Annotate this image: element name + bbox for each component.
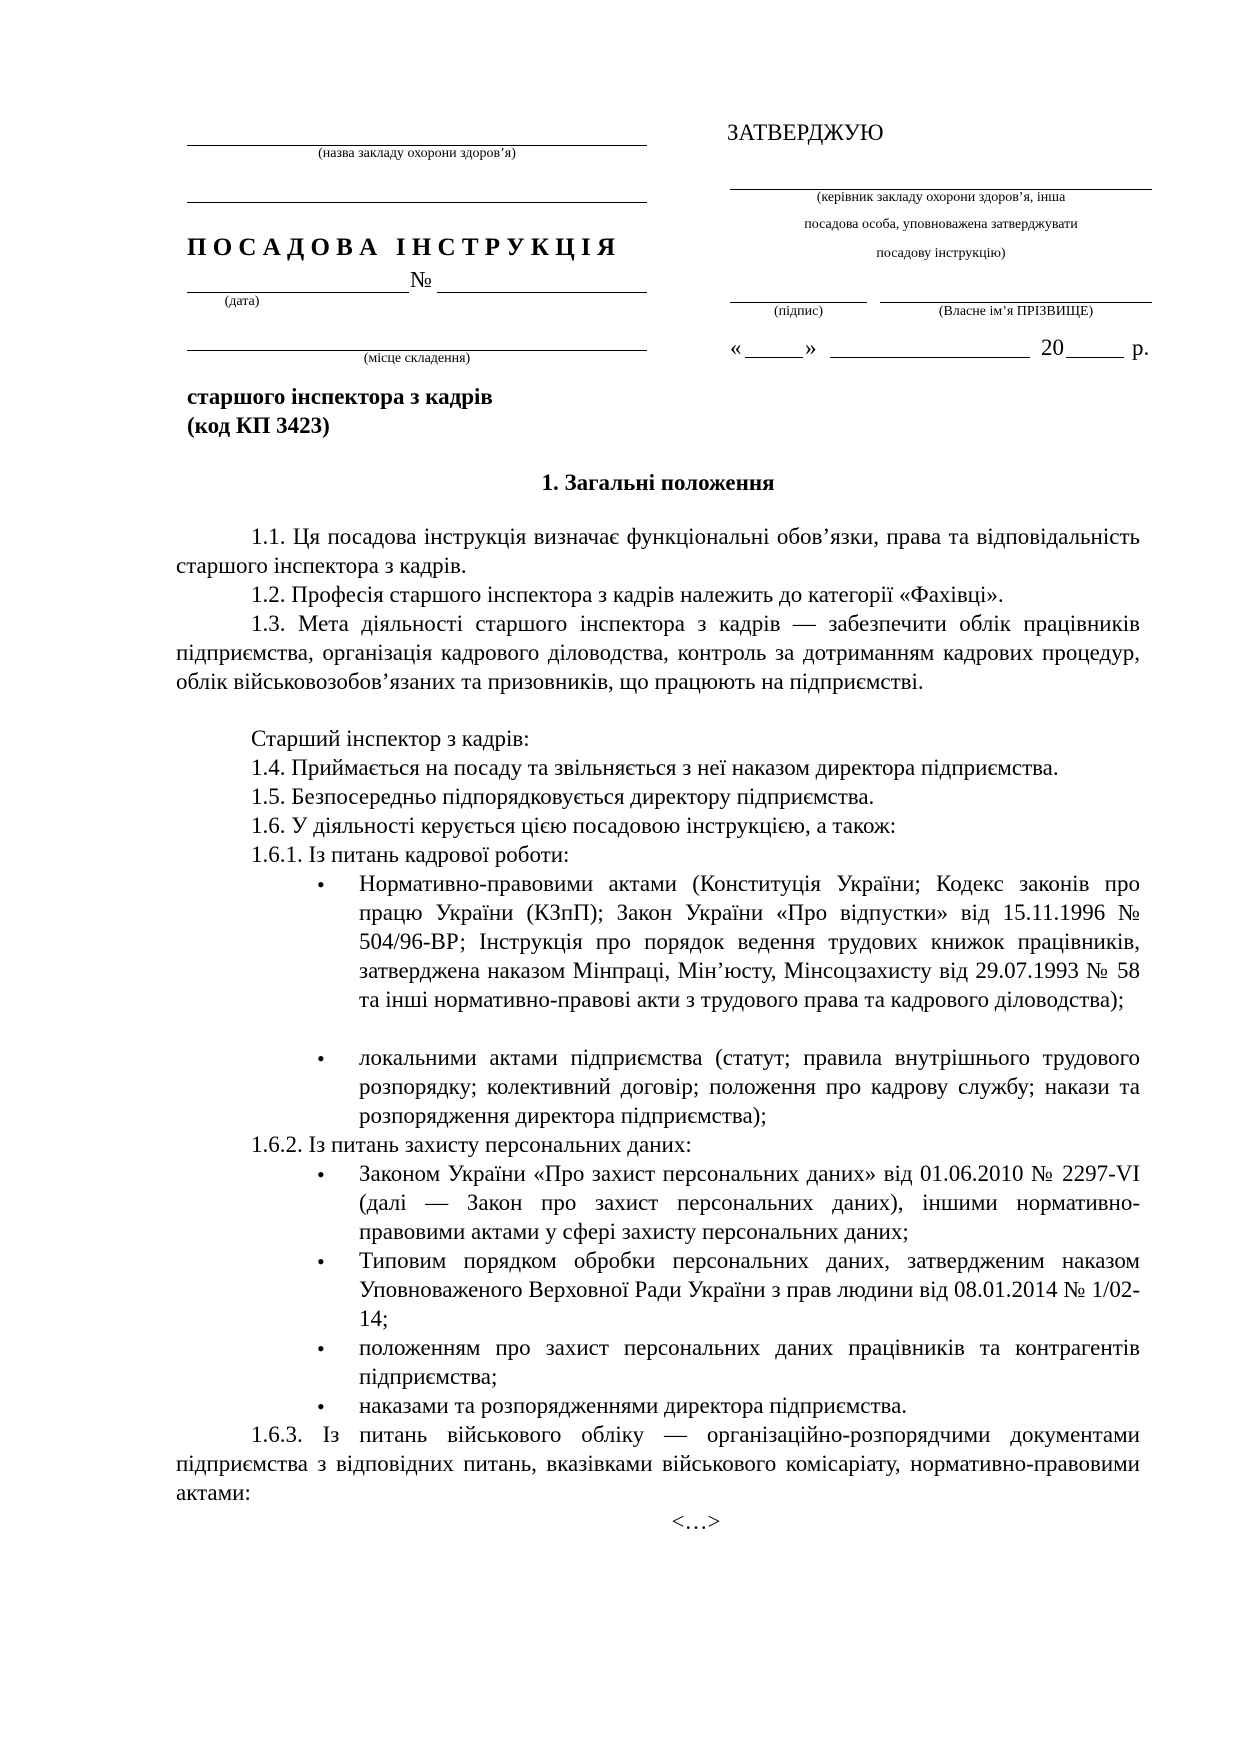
paragraph-1-5: 1.5. Безпосередньо підпорядковується директору підприємства. — [251, 784, 875, 809]
date-caption: (дата) — [224, 294, 260, 309]
signature-caption: (підпис) — [773, 304, 824, 319]
day-line — [745, 357, 803, 358]
paragraph-1-6-2: 1.6.2. Із питань захисту персональних даних: — [251, 1132, 692, 1157]
ellipsis-marker: <…> — [671, 1509, 721, 1534]
head-caption-1: (керівник закладу охорони здоров’я, інша — [816, 190, 1066, 205]
bullet-glyph: • — [317, 1046, 325, 1071]
list-item: Типовим порядком обробки персональних даних, затвердженим наказом Уповноваженого Верховної Ради України з прав людини від 08.01.2014 № 1/02-14; — [359, 1248, 1140, 1331]
intro-line: Старший інспектор з кадрів: — [251, 726, 530, 751]
paragraph-1-6-3: 1.6.3. Із питань військового обліку — організаційно-розпорядчими документами підприємства з відповідних питань, вказівками військового комісаріату, нормативно-правовими актами: — [176, 1422, 1140, 1505]
list-item: положенням про захист персональних даних працівників та контрагентів підприємства; — [359, 1335, 1140, 1389]
paragraph-1-2: 1.2. Професія старшого інспектора з кадрів належить до категорії «Фахівці». — [251, 582, 1004, 607]
paragraph-1-4: 1.4. Приймається на посаду та звільняється з неї наказом директора підприємства. — [251, 755, 1059, 780]
paragraph-1-1: 1.1. Ця посадова інструкція визначає функціональні обов’язки, права та відповідальність старшого інспектора з кадрів. — [176, 524, 1140, 578]
number-line — [437, 292, 647, 293]
bullet-glyph: • — [317, 1249, 325, 1274]
head-caption-3: посадову інструкцію) — [876, 246, 1006, 261]
name-caption: (Власне ім’я ПРІЗВИЩЕ) — [938, 304, 1094, 319]
doc-title: П О С А Д О В А І Н С Т Р У К Ц І Я — [187, 234, 616, 261]
bullet-glyph: • — [317, 872, 325, 897]
number-sign: № — [410, 267, 432, 292]
approve-label: ЗАТВЕРДЖУЮ — [727, 120, 884, 145]
bullet-glyph: • — [317, 1394, 325, 1419]
list-item: локальними актами підприємства (статут; правила внутрішнього трудового розпорядку; колективний договір; положення про кадрову службу; накази та розпорядження директора підприємства); — [359, 1045, 1140, 1128]
year-suffix: р. — [1132, 335, 1150, 360]
place-caption: (місце складення) — [363, 351, 471, 366]
paragraph-1-6-1: 1.6.1. Із питань кадрової роботи: — [251, 842, 570, 867]
paragraph-1-6: 1.6. У діяльності керується цією посадовою інструкцією, а також: — [251, 813, 897, 838]
list-item: Нормативно-правовими актами (Конституція України; Кодекс законів про працю України (КЗпП); Закон України «Про відпустки» від 15.11.1996 № 504/96-ВР; Інструкція про порядок ведення трудових книжок працівників, затверджена наказом Мінпраці, Мін’юсту, Мінсоцзахисту від 29.07.1993 № 58 та інші нормативно-правові акти з трудового права та кадрового діловодства); — [359, 871, 1140, 1012]
quote-open: « — [730, 335, 742, 360]
year-line — [1066, 357, 1124, 358]
position-title: старшого інспектора з кадрів — [187, 384, 493, 409]
bullet-glyph: • — [317, 1162, 325, 1187]
month-line — [830, 357, 1030, 358]
quote-close: » — [805, 335, 817, 360]
year-prefix: 20 — [1041, 335, 1064, 360]
institution-name-line-2 — [187, 202, 647, 203]
bullet-glyph: • — [317, 1336, 325, 1361]
head-caption-2: посадова особа, уповноважена затверджувати — [804, 217, 1078, 232]
list-item: наказами та розпорядженнями директора підприємства. — [359, 1393, 908, 1418]
paragraph-1-3: 1.3. Мета діяльності старшого інспектора з кадрів — забезпечити облік працівників підприємства, організація кадрового діловодства, контроль за дотриманням кадрових процедур, облік військовозобов’язаних та призовників, що працюють на підприємстві. — [176, 611, 1140, 694]
institution-caption: (назва закладу охорони здоров’я) — [318, 146, 516, 161]
section-heading: 1. Загальні положення — [541, 470, 775, 495]
position-code: (код КП 3423) — [187, 413, 330, 438]
list-item: Законом України «Про захист персональних даних» від 01.06.2010 № 2297-VI (далі — Закон про захист персональних даних), іншими нормативно-правовими актами у сфері захисту персональних даних; — [359, 1161, 1140, 1244]
